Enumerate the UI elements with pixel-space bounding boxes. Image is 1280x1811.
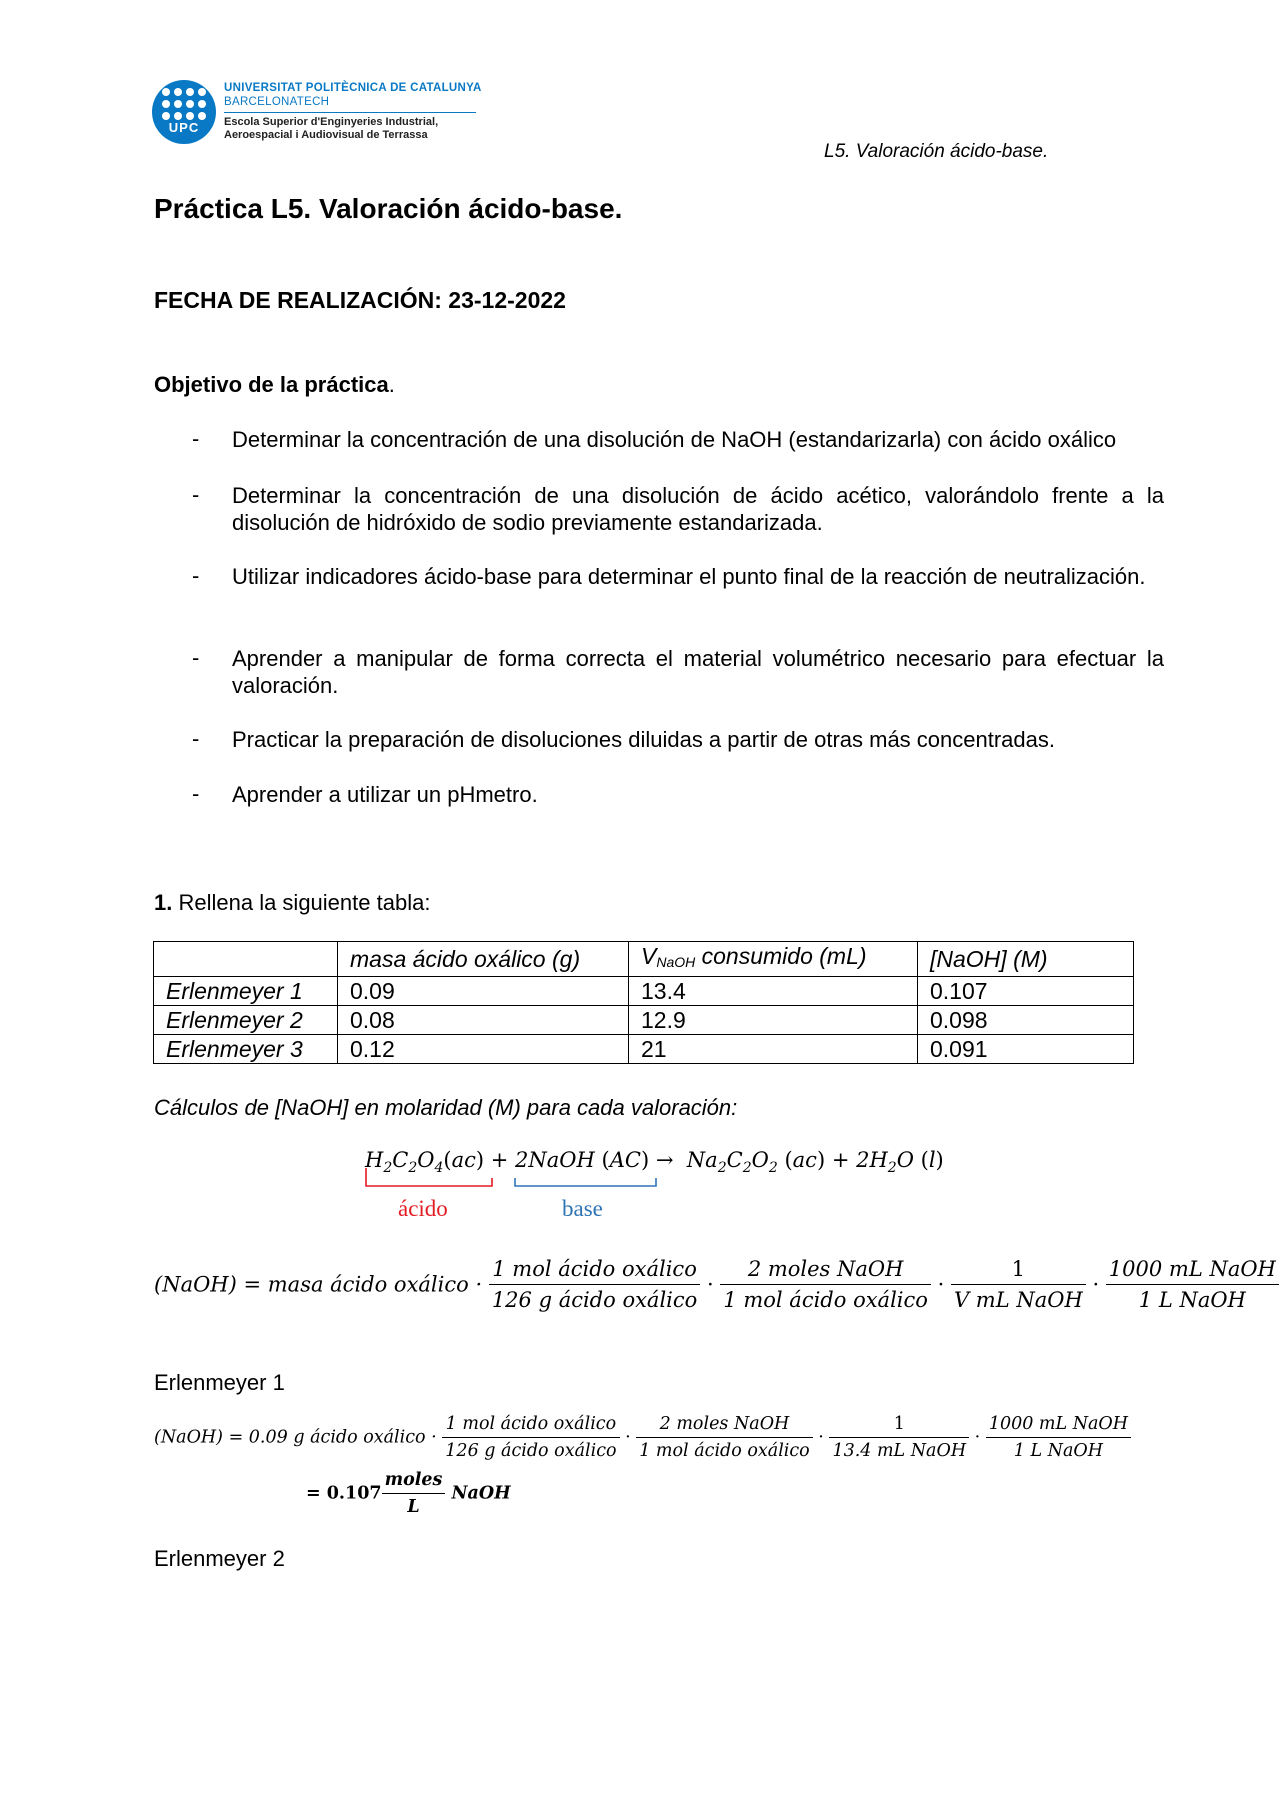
cell-concentration: 0.091 — [918, 1035, 1134, 1064]
table-row — [154, 1006, 1134, 1035]
table-header-empty — [154, 942, 338, 977]
fraction-numerator: 1 — [829, 1414, 969, 1438]
fraction-2 — [636, 1414, 813, 1461]
page-title: Práctica L5. Valoración ácido-base. — [154, 193, 623, 224]
fraction-numerator: 2 moles NaOH — [636, 1414, 813, 1438]
objective-punct: . — [388, 372, 395, 397]
cell-volume: 13.4 — [629, 977, 918, 1006]
bullet-dash: - — [192, 726, 200, 751]
logo-text: UPC — [168, 120, 200, 135]
bullet-dash: - — [192, 563, 200, 588]
table-header-row — [154, 942, 1134, 977]
question-text: Rellena la siguiente tabla: — [178, 890, 431, 915]
table-row — [154, 977, 1134, 1006]
volume-symbol: V — [641, 943, 657, 969]
table-header-mass: masa ácido oxálico (g) — [338, 942, 629, 977]
row-label: Erlenmeyer 1 — [154, 977, 338, 1006]
formula-lhs: (NaOH) = 0.09 g ácido oxálico · — [154, 1427, 437, 1448]
fraction-4 — [1106, 1257, 1279, 1312]
running-header: L5. Valoración ácido-base. — [824, 141, 1049, 162]
table-header-volume — [629, 942, 918, 977]
fraction-2 — [720, 1257, 931, 1312]
result-fraction — [382, 1470, 446, 1517]
base-bracket — [515, 1178, 656, 1186]
erlenmeyer-1-formula: (NaOH) = 0.09 g ácido oxálico · $\frac{\text{1 mol ácido oxálico}}{\text{126 g ácido oxálico}}$ · $\frac{\text{2 moles NaOH}}{\text{1 mol ácido oxálico}}$ · $\frac{1}{\text{13.4 mL NaOH}}$ · $\frac{\text{1000 mL NaOH}}{\text{1 L NaOH}}$ — [154, 1414, 1131, 1461]
fraction-numerator: 1 mol ácido oxálico — [489, 1257, 700, 1285]
fraction-4 — [986, 1414, 1131, 1461]
fraction-numerator: 1000 mL NaOH — [986, 1414, 1131, 1438]
fraction-numerator: 1000 mL NaOH — [1106, 1257, 1279, 1285]
erlenmeyer-2-heading: Erlenmeyer 2 — [154, 1546, 285, 1571]
fraction-denominator: 1 L NaOH — [1013, 1441, 1104, 1461]
cell-concentration: 0.107 — [918, 977, 1134, 1006]
table-row — [154, 1035, 1134, 1064]
result-unit: NaOH — [451, 1483, 511, 1504]
fraction-denominator: 13.4 mL NaOH — [832, 1441, 967, 1461]
general-formula: (NaOH) = masa ácido oxálico · $\frac{\text{1 mol ácido oxálico}}{\text{126 g ácido oxálico}}$ · $\frac{\text{2 moles NaOH}}{\text{1 mol ácido oxálico}}$ · $\frac{1}{\text{V mL NaOH}}$ · $\frac{\text{1000 mL NaOH}}{\text{1 L NaOH}}$ — [154, 1257, 1279, 1312]
bullet-dash: - — [192, 645, 200, 670]
fraction-numerator: moles — [382, 1470, 446, 1494]
reaction-brackets — [360, 1164, 660, 1194]
bullet-dash: - — [192, 482, 200, 507]
fraction-denominator: V mL NaOH — [953, 1288, 1083, 1312]
objective-heading — [154, 372, 395, 398]
objective-item: Utilizar indicadores ácido-base para determinar el punto final de la reacción de neutralización. — [232, 564, 1146, 589]
objective-label: Objetivo de la práctica — [154, 372, 389, 397]
fraction-denominator: 126 g ácido oxálico — [445, 1441, 617, 1461]
objective-item: Determinar la concentración de una disolución de ácido acético, valorándolo frente a la disolución de hidróxido de sodio previamente estandarizada. — [232, 483, 1164, 535]
formula-lhs: (NaOH) = masa ácido oxálico · — [154, 1272, 483, 1297]
cell-volume: 12.9 — [629, 1006, 918, 1035]
fraction-3 — [829, 1414, 969, 1461]
university-name: UNIVERSITAT POLITÈCNICA DE CATALUNYA — [224, 82, 482, 94]
fraction-numerator: 1 — [951, 1257, 1086, 1285]
row-label: Erlenmeyer 2 — [154, 1006, 338, 1035]
objective-item: Aprender a utilizar un pHmetro. — [232, 782, 538, 807]
objective-item: Practicar la preparación de disoluciones diluidas a partir de otras más concentradas. — [232, 727, 1055, 752]
fraction-denominator: 1 mol ácido oxálico — [639, 1441, 810, 1461]
cell-concentration: 0.098 — [918, 1006, 1134, 1035]
fraction-numerator: 2 moles NaOH — [720, 1257, 931, 1285]
cell-mass: 0.12 — [338, 1035, 629, 1064]
table-header-concentration: [NaOH] (M) — [918, 942, 1134, 977]
erlenmeyer-1-result — [306, 1470, 511, 1517]
acid-bracket — [366, 1168, 492, 1186]
fraction-denominator: 1 L NaOH — [1138, 1288, 1246, 1312]
fraction-denominator: L — [407, 1497, 420, 1517]
header-divider — [224, 112, 476, 113]
result-value: = 0.107 — [306, 1483, 382, 1504]
bullet-dash: - — [192, 426, 200, 451]
base-label: base — [562, 1196, 603, 1221]
upc-logo — [152, 80, 216, 144]
fraction-denominator: 1 mol ácido oxálico — [723, 1288, 928, 1312]
volume-subscript: NaOH — [656, 954, 696, 970]
erlenmeyer-1-heading: Erlenmeyer 1 — [154, 1370, 285, 1395]
acid-label: ácido — [398, 1196, 448, 1221]
logo-dots-icon — [162, 88, 206, 118]
question-1 — [154, 890, 430, 916]
school-name-line1: Escola Superior d'Enginyeries Industrial, — [224, 116, 439, 128]
fraction-numerator: 1 mol ácido oxálico — [442, 1414, 619, 1438]
school-name-line2: Aeroespacial i Audiovisual de Terrassa — [224, 129, 428, 141]
cell-volume: 21 — [629, 1035, 918, 1064]
cell-mass: 0.09 — [338, 977, 629, 1006]
date-line: FECHA DE REALIZACIÓN: 23-12-2022 — [154, 287, 566, 313]
results-table — [153, 941, 1134, 1064]
university-subname: BARCELONATECH — [224, 96, 330, 108]
row-label: Erlenmeyer 3 — [154, 1035, 338, 1064]
cell-mass: 0.08 — [338, 1006, 629, 1035]
fraction-1 — [489, 1257, 700, 1312]
volume-label-rest: consumido (mL) — [695, 943, 867, 969]
objective-item: Aprender a manipular de forma correcta el material volumétrico necesario para efectuar la valoración. — [232, 646, 1164, 698]
reaction-equation: $H_2C_2O_4(ac)$ + 2NaOH $(AC) \to Na_2C_2O_2$ $(ac) + 2H_2O$ (l) — [365, 1148, 944, 1177]
calc-heading: Cálculos de [NaOH] en molaridad (M) para cada valoración: — [154, 1095, 738, 1120]
fraction-denominator: 126 g ácido oxálico — [491, 1288, 698, 1312]
fraction-1 — [442, 1414, 619, 1461]
fraction-3 — [951, 1257, 1086, 1312]
objective-item: Determinar la concentración de una disolución de NaOH (estandarizarla) con ácido oxálico — [232, 427, 1117, 452]
question-number: 1. — [154, 890, 173, 915]
bullet-dash: - — [192, 781, 200, 806]
